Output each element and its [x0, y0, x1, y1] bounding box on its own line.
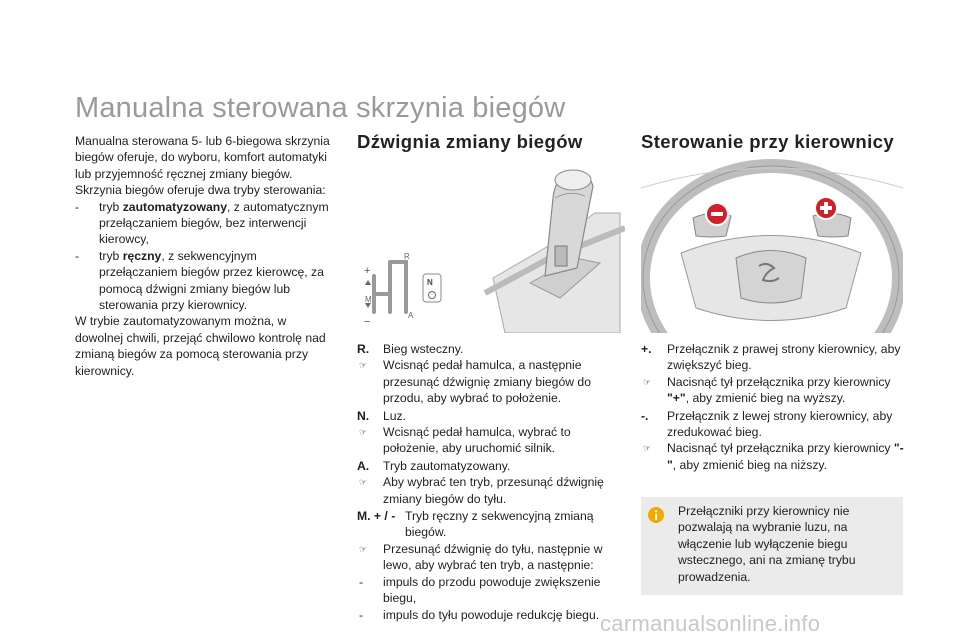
gate-label-minus: −: [364, 316, 371, 325]
lever-row-r: R. Bieg wsteczny.: [357, 342, 464, 356]
lever-substep: - impuls do przodu powoduje zwiększenie biegu,: [359, 574, 601, 606]
gate-label-plus: +: [364, 265, 371, 277]
lever-section-title: Dźwignia zmiany biegów: [357, 131, 583, 152]
wheel-row-minus: -. Przełącznik z lewej strony kierownicy, aby zredukować bieg.: [641, 408, 893, 440]
lever-row-a: A. Tryb zautomatyzowany.: [357, 458, 511, 473]
pointer-icon: ☞: [643, 443, 652, 454]
gate-slots: [374, 262, 406, 312]
lever-row-m: M. + / - Tryb ręczny z sekwencyjną zmianą biegów.: [357, 509, 594, 540]
mode-item-manual: - tryb ręczny, z sekwencyjnym przełączaniem biegów przez kierowcę, za pomocą dźwigni zmiany biegów lub sterowania przy kierownicy.: [75, 248, 324, 313]
wheel-section-title: Sterowanie przy kierownicy: [641, 131, 895, 152]
page-title: Manualna sterowana skrzynia biegów: [75, 92, 566, 124]
modes-paragraph: Skrzynia biegów oferuje dwa tryby sterowania:: [75, 183, 326, 198]
lever-step: ☞ Wcisnąć pedał hamulca, wybrać to położenie, aby uruchomić silnik.: [359, 425, 571, 456]
info-icon: [648, 507, 664, 523]
gate-arrows: [365, 280, 371, 308]
pointer-icon: ☞: [359, 543, 368, 554]
lever-step: ☞ Aby wybrać ten tryb, przesunąć dźwignię zmiany biegów do tyłu.: [359, 475, 604, 506]
wheel-step: ☞ Nacisnąć tył przełącznika przy kierownicy "+", aby zmienić bieg na wyższy.: [643, 374, 891, 406]
gear-lever-illustration: [475, 158, 625, 333]
lever-substep: - impuls do tyłu powoduje redukcję biegu.: [359, 607, 600, 622]
wheel-step: ☞ Nacisnąć tył przełącznika przy kierownicy "-", aby zmienić bieg na niższy.: [643, 441, 904, 472]
pointer-icon: ☞: [643, 376, 652, 387]
info-note: [641, 497, 903, 595]
pointer-icon: ☞: [359, 360, 368, 371]
pointer-icon: ☞: [359, 477, 368, 488]
pointer-icon: ☞: [359, 427, 368, 438]
gate-label-m: M: [365, 295, 372, 304]
gate-label-a: A: [408, 311, 414, 320]
watermark: carmanualsonline.info: [600, 611, 821, 636]
mode-item-automated: - tryb zautomatyzowany, z automatycznym przełączaniem biegów, bez interwencji kierowcy,: [75, 199, 329, 247]
intro-paragraph: Manualna sterowana 5- lub 6-biegowa skrzynia biegów oferuje, do wyboru, komfort automatyki lub przyjemność ręcznej zmiany biegów.: [75, 134, 330, 181]
lever-step: ☞ Przesunąć dźwignię do tyłu, następnie w lewo, aby wybrać ten tryb, a następnie:: [359, 541, 603, 573]
info-text: Przełączniki przy kierownicy nie pozwalają na wybranie luzu, na włączenie lub wyłączenie biegu wstecznego, ani na zmianę trybu prowadzenia.: [678, 504, 856, 584]
wheel-instructions: [641, 340, 909, 473]
gear-gate-diagram: [360, 250, 445, 325]
gate-label-n: N: [427, 278, 433, 287]
gate-label-r: R: [404, 252, 410, 261]
intro-column: [75, 133, 333, 379]
override-paragraph: W trybie zautomatyzowanym można, w dowolnej chwili, przejąć chwilowo kontrolę nad zmianą biegów za pomocą sterowania przy kierownicy.: [75, 314, 326, 378]
lever-step: ☞ Wcisnąć pedał hamulca, a następnie przesunąć dźwignię zmiany biegów do przodu, aby wybrać to położenie.: [359, 358, 591, 406]
lever-row-n: N. Luz.: [357, 408, 407, 423]
steering-wheel-illustration: [641, 158, 903, 333]
wheel-row-plus: +. Przełącznik z prawej strony kierownicy, aby zwiększyć bieg.: [641, 342, 901, 373]
lever-instructions: [357, 340, 629, 623]
